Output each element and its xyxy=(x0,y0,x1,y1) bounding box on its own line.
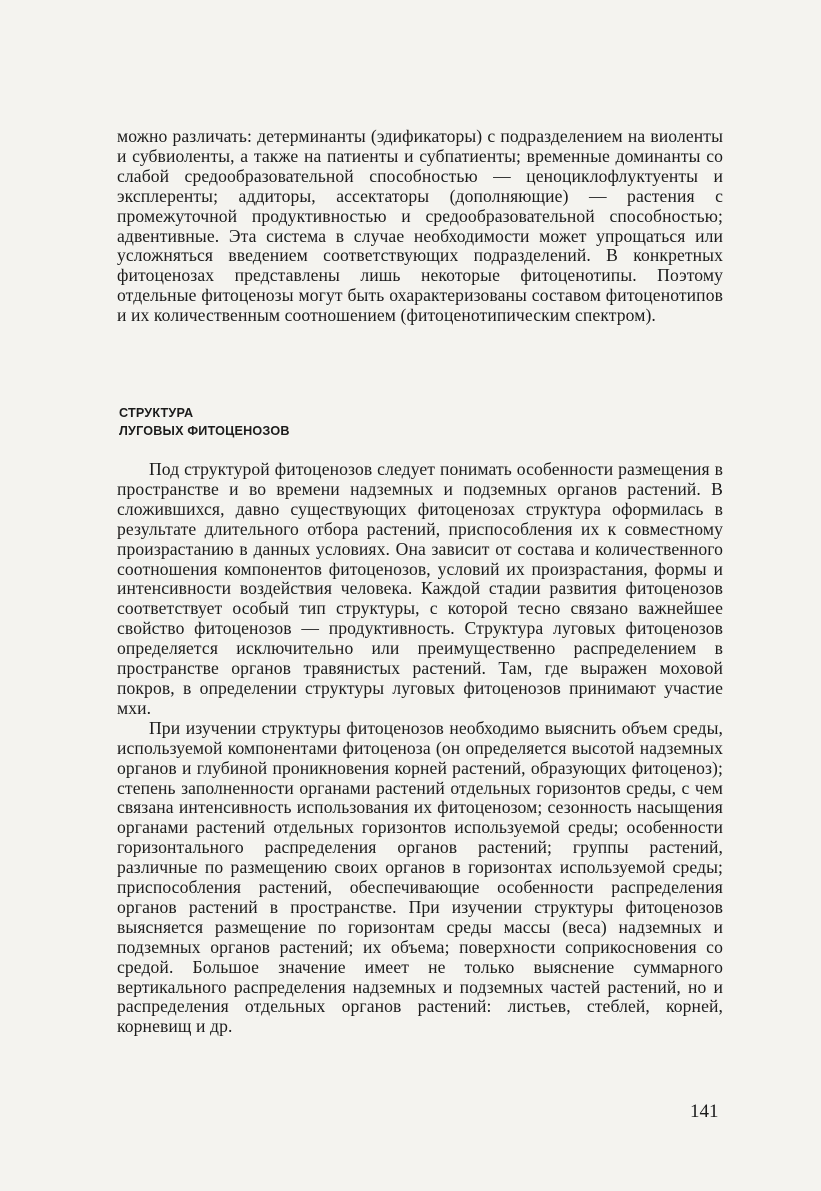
intro-text xyxy=(117,127,723,326)
section-heading-line-2: ЛУГОВЫХ ФИТОЦЕНОЗОВ xyxy=(119,424,290,438)
body-paragraph-1: Под структурой фитоценозов следует понимать особенности размещения в пространстве и во времени надземных и подземных органов растений. В сложившихся, давно существующих фитоценозах структура оформилась в результате длительного отбора растений, приспособления их к совместному произрастанию в данных условиях. Она зависит от состава и количественного соотношения компонентов фитоценозов, условий их произрастания, формы и интенсивности воздействия человека. Каждой стадии развития фитоценозов соответствует особый тип структуры, с которой тесно связано важнейшее свойство фитоценозов — продуктивность. Структура луговых фитоценозов определяется исключительно или преимущественно распределением в пространстве органов травянистых растений. Там, где выражен моховой покров, в определении структуры луговых фитоценозов принимают участие мхи. xyxy=(117,459,723,718)
intro-paragraph: можно различать: детерминанты (эдификаторы) с подразделением на виоленты и субвиоленты, а также на патиенты и субпатиенты; временные доминанты со слабой средообразовательной способностью — ценоциклофлуктуенты и эксплеренты; аддиторы, ассектаторы (дополняющие) — растения с промежуточной продуктивностью и средообразовательной способностью; адвентивные. Эта система в случае необходимости может упрощаться или усложняться введением соответствующих подразделений. В конкретных фитоценозах представлены лишь некоторые фитоценотипы. Поэтому отдельные фитоценозы могут быть охарактеризованы составом фитоценотипов и их количественным соотношением (фитоценотипическим спектром). xyxy=(117,126,723,326)
page-number: 141 xyxy=(690,1101,719,1122)
section-heading-line-1: СТРУКТУРА xyxy=(119,406,194,420)
section-heading xyxy=(119,404,290,440)
section-body xyxy=(117,460,723,1037)
body-paragraph-2: При изучении структуры фитоценозов необходимо выяснить объем среды, используемой компонентами фитоценоза (он определяется высотой надземных органов и глубиной проникновения корней растений, образующих фитоценоз); степень заполненности органами растений отдельных горизонтов среды, с чем связана интенсивность использования их фитоценозом; сезонность насыщения органами растений отдельных горизонтов используемой среды; особенности горизонтального распределения органов растений; группы растений, различные по размещению своих органов в горизонтах используемой среды; приспособления растений, обеспечивающие особенности распределения органов растений в пространстве. При изучении структуры фитоценозов выясняется размещение по горизонтам среды массы (веса) надземных и подземных органов растений; их объема; поверхности соприкосновения со средой. Большое значение имеет не только выяснение суммарного вертикального распределения надземных и подземных частей растений, но и распределения отдельных органов растений: листьев, стеблей, корней, корневищ и др. xyxy=(117,717,723,1037)
